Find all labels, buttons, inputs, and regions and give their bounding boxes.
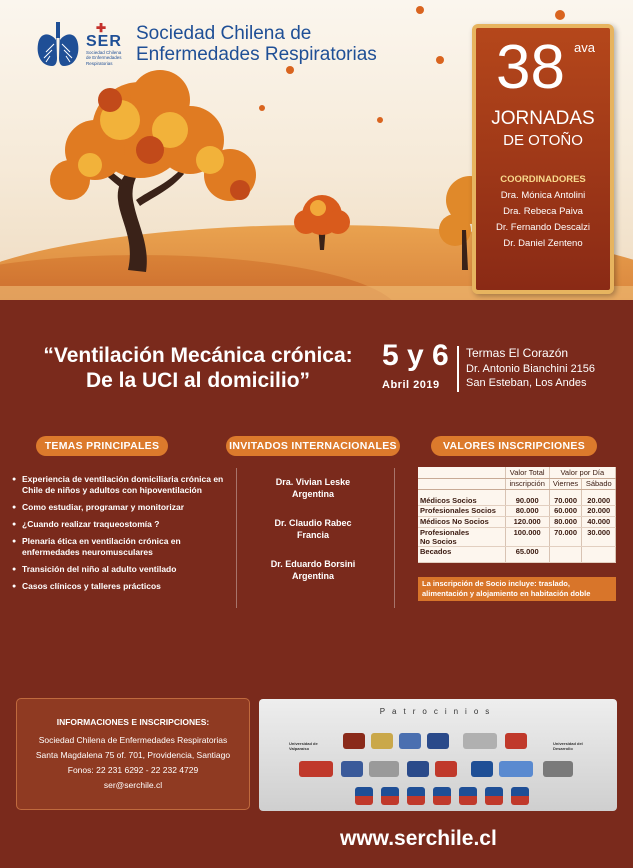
table-cell: 20.000 (582, 489, 616, 505)
org-name-line1: Sociedad Chilena de (136, 23, 312, 44)
info-org: Sociedad Chilena de Enfermedades Respiratorias (38, 735, 228, 745)
sponsor-logo (499, 761, 533, 777)
table-cell: 20.000 (582, 505, 616, 516)
guests-header: INVITADOS INTERNACIONALES (226, 436, 400, 456)
sponsor-logo (459, 787, 477, 805)
sponsors-title: Patrocinios (379, 707, 497, 716)
table-header-cell: Sábado (582, 478, 616, 489)
lungs-icon (34, 18, 82, 70)
table-cell: 60.000 (549, 505, 582, 516)
guest-1 (248, 476, 378, 500)
ser-logo[interactable] (34, 18, 377, 70)
row-label-line2: No Socios (420, 536, 457, 546)
info-header: INFORMACIONES E INSCRIPCIONES: (56, 717, 210, 727)
event-days: 5 y 6 (382, 339, 449, 372)
venue-address: Dr. Antonio Bianchini 2156 (466, 363, 596, 375)
fees-table (418, 467, 616, 563)
table-row (418, 546, 616, 562)
event-month: Abril 2019 (382, 379, 440, 391)
guest-country: Argentina (291, 489, 334, 499)
event-title-line2: De la UCI al domicilio” (85, 369, 311, 392)
guest-country: Argentina (291, 571, 334, 581)
sponsor-logo (371, 733, 393, 749)
table-subheader-row (418, 478, 616, 489)
coordinator-item: Dr. Daniel Zenteno (503, 238, 583, 249)
sponsor-logo (505, 733, 527, 749)
table-row (418, 516, 616, 527)
sponsor-logo (369, 761, 399, 777)
coordinators-label: COORDINADORES (500, 174, 586, 185)
column-divider (394, 468, 395, 608)
logo-small-3: Respiratorias (86, 60, 113, 66)
sponsor-logo (543, 761, 573, 777)
fees-note: La inscripción de Socio incluye: traslado, alimentación y alojamiento en habitación doble (418, 577, 616, 601)
column-divider (236, 468, 237, 608)
sponsor-logo (433, 787, 451, 805)
fees-header: VALORES INSCRIPCIONES (431, 436, 597, 456)
table-row (418, 505, 616, 516)
organization-name (136, 23, 377, 65)
list-item: ● Plenaria ética en ventilación crónica en enfermedades neuromusculares (12, 536, 234, 558)
table-cell: Profesionales Socios (418, 505, 505, 516)
table-cell: 70.000 (549, 527, 582, 546)
table-cell (418, 527, 505, 546)
table-header-cell: Valor por Día (549, 467, 615, 478)
list-item: ● Como estudiar, programar y monitorizar (12, 502, 234, 513)
sponsor-logo (407, 787, 425, 805)
sponsor-logo (471, 761, 493, 777)
hero-banner (0, 0, 633, 300)
table-cell: 100.000 (505, 527, 549, 546)
sponsors-box (259, 699, 617, 811)
guest-name: Dr. Claudio Rabec (274, 518, 352, 528)
sponsor-logo (435, 761, 457, 777)
edition-suffix: ava (574, 40, 595, 55)
table-header-cell (418, 467, 505, 478)
table-header-cell (418, 478, 505, 489)
sponsor-logo (407, 761, 429, 777)
sponsor-logo (427, 733, 449, 749)
sponsor-logo (485, 787, 503, 805)
table-cell: 70.000 (549, 489, 582, 505)
event-title-line1: “Ventilación Mecánica crónica: (43, 344, 353, 367)
venue-divider (457, 346, 459, 392)
list-item: ● Transición del niño al adulto ventilado (12, 564, 234, 575)
contact-info-box (16, 698, 250, 810)
logo-small-2: de Enfermedades (86, 55, 122, 61)
list-item: ● ¿Cuando realizar traqueostomía ? (12, 519, 234, 530)
table-cell: 80.000 (549, 516, 582, 527)
sponsor-label: Universidad del Desarrollo (553, 741, 583, 751)
info-email-link[interactable]: ser@serchile.cl (103, 780, 163, 790)
badge-subtitle: DE OTOÑO (503, 132, 583, 149)
sponsor-logo (341, 761, 363, 777)
sponsor-logo (381, 787, 399, 805)
sponsor-label: Universidad de Valparaíso (289, 741, 318, 751)
table-header-cell: Valor Total (505, 467, 549, 478)
coordinator-item: Dr. Fernando Descalzi (496, 222, 590, 233)
topics-list (12, 474, 234, 598)
table-cell: Becados (418, 546, 505, 562)
guest-2 (248, 517, 378, 541)
badge-title: JORNADAS (491, 108, 595, 129)
logo-acronym: SER (86, 32, 122, 50)
table-row (418, 489, 616, 505)
table-cell (582, 546, 616, 562)
table-header-row (418, 467, 616, 478)
sponsor-logo (343, 733, 365, 749)
org-name-line2: Enfermedades Respiratorias (136, 44, 377, 65)
table-header-cell: inscripción (505, 478, 549, 489)
table-cell: Médicos No Socios (418, 516, 505, 527)
sponsor-logo (355, 787, 373, 805)
table-header-cell: Viernes (549, 478, 582, 489)
table-cell: Médicos Socios (418, 489, 505, 505)
table-cell: 30.000 (582, 527, 616, 546)
guest-3 (248, 558, 378, 582)
cross-icon: ✚ (96, 20, 107, 35)
table-cell (549, 546, 582, 562)
coordinator-item: Dra. Mónica Antolini (500, 190, 586, 201)
row-label-line1: Profesionales (420, 527, 470, 537)
event-title (18, 343, 378, 393)
sponsor-logo (511, 787, 529, 805)
table-row (418, 527, 616, 546)
table-cell: 90.000 (505, 489, 549, 505)
guest-name: Dra. Vivian Leske (275, 477, 351, 487)
table-cell: 120.000 (505, 516, 549, 527)
info-address: Santa Magdalena 75 of. 701, Providencia, Santiago (35, 750, 231, 760)
list-item: ● Experiencia de ventilación domiciliaria crónica en Chile de niños y adultos con hipoventilación (12, 474, 234, 496)
venue-name: Termas El Corazón (466, 346, 569, 360)
sponsor-logo (399, 733, 421, 749)
coordinator-item: Dra. Rebeca Paiva (503, 206, 583, 217)
edition-badge (472, 24, 614, 294)
guest-country: Francia (296, 530, 329, 540)
sponsor-logo (463, 733, 497, 749)
sponsor-logo (299, 761, 333, 777)
topics-header: TEMAS PRINCIPALES (36, 436, 168, 456)
website-link[interactable]: www.serchile.cl (340, 827, 497, 850)
table-cell: 40.000 (582, 516, 616, 527)
list-item: ● Casos clínicos y talleres prácticos (12, 581, 234, 592)
info-phones: Fonos: 22 231 6292 - 22 232 4729 (67, 765, 199, 775)
venue-city: San Esteban, Los Andes (466, 377, 587, 389)
logo-small-1: Sociedad Chilena (86, 49, 122, 55)
edition-number: 38 (496, 33, 565, 102)
table-cell: 80.000 (505, 505, 549, 516)
ser-wordmark (86, 22, 130, 67)
table-cell: 65.000 (505, 546, 549, 562)
guest-name: Dr. Eduardo Borsini (270, 559, 356, 569)
